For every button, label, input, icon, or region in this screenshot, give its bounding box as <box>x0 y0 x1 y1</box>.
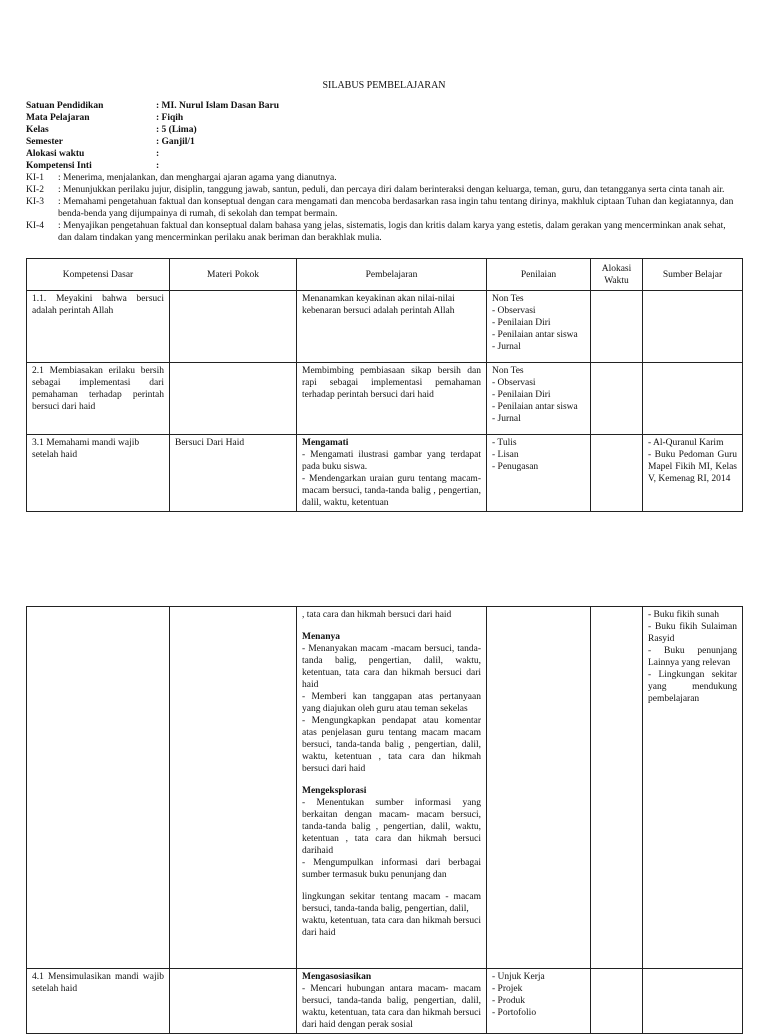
ki-text: : Menunjukkan perilaku jujur, disiplin, tanggung jawab, santun, peduli, dan percaya diri dalam berinteraksi dengan keluarga, teman, guru, dan tetangganya serta cinta tanah air. <box>58 185 725 195</box>
penilaian-item: - Observasi <box>492 378 536 388</box>
syllabus-table-page-2 <box>26 606 743 1034</box>
penilaian-item: - Jurnal <box>492 414 521 424</box>
meta-label: Alokasi waktu <box>26 149 85 159</box>
meta-label: Mata Pelajaran <box>26 113 90 123</box>
sumber-item: - Buku penunjang Lainnya yang relevan <box>648 646 737 668</box>
header-kompetensi-dasar: Kompetensi Dasar <box>27 259 170 291</box>
sumber-cell <box>643 607 743 969</box>
penilaian-cell <box>487 435 591 512</box>
ki-label: KI-3 <box>26 197 44 207</box>
materi-cell <box>170 363 297 435</box>
penilaian-cell <box>487 291 591 363</box>
sumber-cell <box>643 435 743 512</box>
meta-value: : Ganjil/1 <box>156 137 195 147</box>
step-item: - Mengungkapkan pendapat atau komentar atas penjelasan guru tentang macam macam bersuci, tanda-tanda balig , pengertian, dalil, waktu, ketentuan , tata cara dan hikmah bersuci dari haid <box>302 716 481 774</box>
step-item: - Mencari hubungan antara macam- macam bersuci, tanda-tanda balig, pengertian, dalil, waktu, ketentuan, tata cara dan hikmah bersuci dari haid dengan perak sosial <box>302 984 481 1030</box>
kd-cell: 3.1 Memahami mandi wajib setelah haid <box>27 435 170 512</box>
step-heading: Mengamati <box>302 438 349 448</box>
penilaian-item: - Projek <box>492 984 523 994</box>
materi-cell <box>170 291 297 363</box>
pembelajaran-cell: Menanamkan keyakinan akan nilai-nilai kebenaran bersuci adalah perintah Allah <box>297 291 487 363</box>
step-item: - Mengumpulkan informasi dari berbagai sumber termasuk buku penunjang dan <box>302 858 481 880</box>
sumber-item: - Lingkungan sekitar yang mendukung pembelajaran <box>648 670 737 704</box>
sumber-item: - Buku fikih sunah <box>648 610 719 620</box>
penilaian-item: - Penilaian antar siswa <box>492 402 578 412</box>
sumber-item: - Buku Pedoman Guru Mapel Fikih MI, Kelas V, Kemenag RI, 2014 <box>648 450 737 484</box>
penilaian-cell <box>487 607 591 969</box>
table-row <box>27 607 743 969</box>
meta-value: : MI. Nurul Islam Dasan Baru <box>156 101 279 111</box>
meta-row <box>26 124 279 136</box>
materi-cell: Bersuci Dari Haid <box>170 435 297 512</box>
ki-text: : Memahami pengetahuan faktual dan konseptual dengan cara mengamati dan mencoba berdasarkan rasa ingin tahu tentang dirinya, makhluk ciptaan Tuhan dan kegiatannya, dan benda-benda yang dijumpainya di rumah, di sekolah dan tempat bermain. <box>58 197 734 219</box>
identity-block <box>26 100 279 172</box>
penilaian-item: - Tulis <box>492 438 517 448</box>
table-row <box>27 363 743 435</box>
ki-text: : Menerima, menjalankan, dan menghargai ajaran agama yang dianutnya. <box>58 173 337 183</box>
meta-value: : <box>156 149 160 159</box>
sumber-cell <box>643 363 743 435</box>
pembelajaran-cell <box>297 607 487 969</box>
spacer <box>302 881 481 891</box>
penilaian-item: - Observasi <box>492 306 536 316</box>
step-heading: Menanya <box>302 632 340 642</box>
step-item: - Mendengarkan uraian guru tentang macam- macam bersuci, tanda-tanda balig , pengertian, dalil, waktu, ketentuan <box>302 474 481 508</box>
penilaian-cell <box>487 363 591 435</box>
penilaian-item: Non Tes <box>492 366 524 376</box>
step-item: - Menanyakan macam -macam bersuci, tanda-tanda balig, pengertian, dalil, waktu, ketentuan, tata cara dan hikmah bersuci dari haid <box>302 644 481 690</box>
kd-cell: 4.1 Mensimulasikan mandi wajib setelah haid <box>27 969 170 1034</box>
ki-item <box>26 172 738 184</box>
header-penilaian: Penilaian <box>487 259 591 291</box>
penilaian-item: - Portofolio <box>492 1008 537 1018</box>
meta-row <box>26 100 279 112</box>
table-row <box>27 291 743 363</box>
pembelajaran-cell: Membimbing pembiasaan sikap bersih dan rapi sebagai implementasi pemahaman terhadap perintah bersuci dari haid <box>297 363 487 435</box>
sumber-cell <box>643 291 743 363</box>
meta-label: Kelas <box>26 125 49 135</box>
penilaian-item: - Penilaian Diri <box>492 390 551 400</box>
pembelajaran-cell <box>297 435 487 512</box>
sumber-item: - Al-Quranul Karim <box>648 438 724 448</box>
penilaian-item: - Penugasan <box>492 462 539 472</box>
table-row <box>27 435 743 512</box>
spacer <box>302 621 481 631</box>
syllabus-table-page-1 <box>26 258 743 512</box>
header-materi-pokok: Materi Pokok <box>170 259 297 291</box>
header-sumber-belajar: Sumber Belajar <box>643 259 743 291</box>
step-heading: Mengeksplorasi <box>302 786 367 796</box>
header-alokasi-waktu: Alokasi Waktu <box>591 259 643 291</box>
penilaian-item: Non Tes <box>492 294 524 304</box>
alokasi-cell <box>591 363 643 435</box>
penilaian-item: - Lisan <box>492 450 519 460</box>
step-item: - Memberi kan tanggapan atas pertanyaan yang diajukan oleh guru atau teman sekelas <box>302 692 481 714</box>
ki-item <box>26 220 738 244</box>
meta-row <box>26 160 279 172</box>
meta-label: Semester <box>26 137 63 147</box>
penilaian-item: - Produk <box>492 996 525 1006</box>
meta-value: : <box>156 161 160 171</box>
document-title: SILABUS PEMBELAJARAN <box>322 80 446 91</box>
penilaian-item: - Penilaian antar siswa <box>492 330 578 340</box>
step-heading: Mengasosiasikan <box>302 972 372 982</box>
materi-cell <box>170 607 297 969</box>
ki-label: KI-2 <box>26 185 44 195</box>
kd-cell <box>27 607 170 969</box>
meta-value: : 5 (Lima) <box>156 125 197 135</box>
step-item: waktu, ketentuan, tata cara dan hikmah bersuci dari haid <box>302 916 481 938</box>
step-item: - Mengamati ilustrasi gambar yang terdapat pada buku siswa. <box>302 450 481 472</box>
ki-item <box>26 184 738 196</box>
ki-label: KI-1 <box>26 173 44 183</box>
step-item: , tata cara dan hikmah bersuci dari haid <box>302 610 452 620</box>
meta-label: Satuan Pendidikan <box>26 101 104 111</box>
meta-label: Kompetensi Inti <box>26 161 92 171</box>
table-header-row <box>27 259 743 291</box>
kompetensi-inti-list <box>26 172 738 244</box>
kd-cell: 2.1 Membiasakan erilaku bersih sebagai implementasi dari pemahaman terhadap perintah bersuci dari haid <box>27 363 170 435</box>
meta-row <box>26 148 279 160</box>
penilaian-item: - Penilaian Diri <box>492 318 551 328</box>
kd-cell: 1.1. Meyakini bahwa bersuci adalah perintah Allah <box>27 291 170 363</box>
step-item: lingkungan sekitar tentang macam - macam bersuci, tanda-tanda balig, pengertian, dalil, <box>302 892 481 914</box>
penilaian-item: - Jurnal <box>492 342 521 352</box>
sumber-item: - Buku fikih Sulaiman Rasyid <box>648 622 737 644</box>
meta-value: : Fiqih <box>156 113 184 123</box>
alokasi-cell <box>591 435 643 512</box>
ki-text: : Menyajikan pengetahuan faktual dan konseptual dalam bahasa yang jelas, sistematis, logis dan kritis dalam karya yang estetis, dalam gerakan yang mencerminkan anak sehat, dan dalam tindakan yang mencerminkan perilaku anak beriman dan berakhlak mulia. <box>58 221 726 243</box>
meta-row <box>26 136 279 148</box>
header-pembelajaran: Pembelajaran <box>297 259 487 291</box>
alokasi-cell <box>591 607 643 969</box>
step-item: - Menentukan sumber informasi yang berkaitan dengan macam- macam bersuci, tanda-tanda balig , pengertian, dalil, waktu, ketentuan , tata cara dan hikmah bersuci darihaid <box>302 798 481 856</box>
ki-item <box>26 196 738 220</box>
spacer <box>302 775 481 785</box>
alokasi-cell <box>591 291 643 363</box>
meta-row <box>26 112 279 124</box>
penilaian-item: - Unjuk Kerja <box>492 972 545 982</box>
ki-label: KI-4 <box>26 221 44 231</box>
